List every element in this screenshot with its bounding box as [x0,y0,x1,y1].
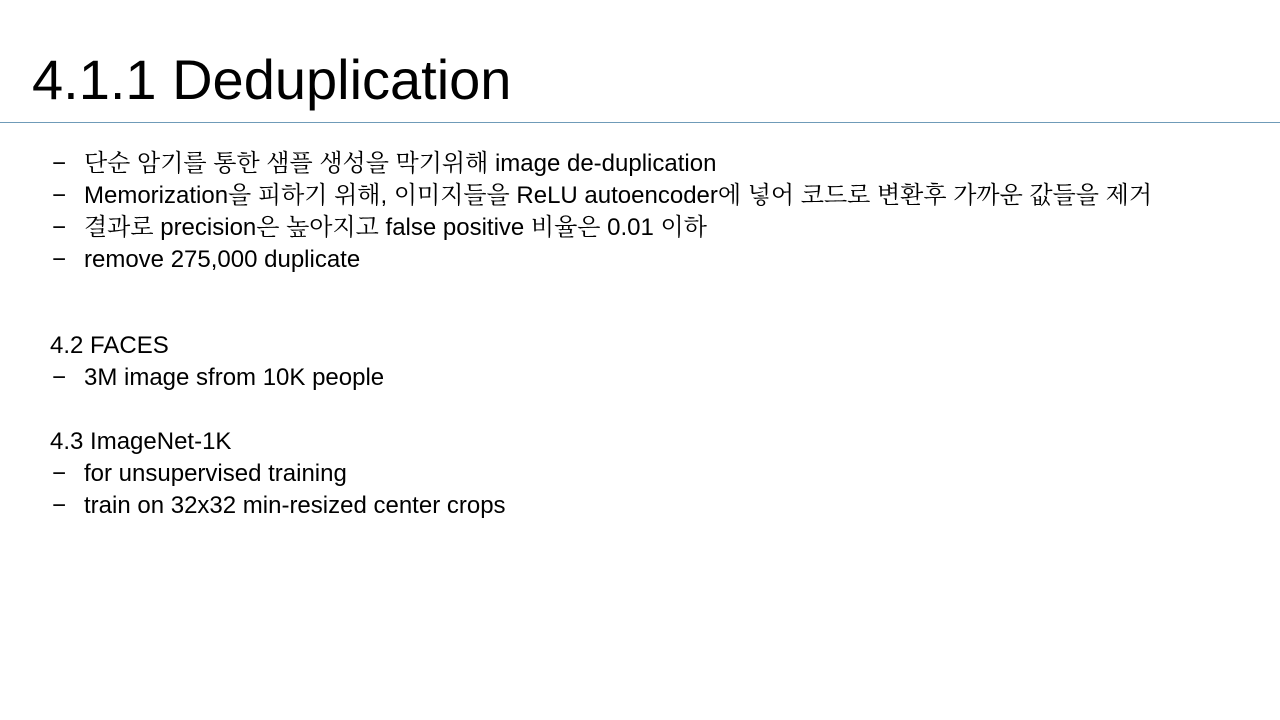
bullet-text: for unsupervised training [84,460,347,487]
dash-marker: − [52,150,67,177]
bullet-text: remove 275,000 duplicate [84,246,361,273]
slide-title: 4.1.1 Deduplication [32,48,512,111]
bullet-item [50,458,1220,490]
dash-marker: − [52,460,67,487]
dash-marker: − [52,182,67,209]
section-heading-faces: 4.2 FACES [50,332,169,359]
slide-body [50,148,1220,522]
title-divider [0,122,1280,123]
dash-marker: − [52,492,67,519]
bullet-text: 3M image sfrom 10K people [84,364,385,391]
bullet-item [50,244,1220,276]
bullet-item [50,180,1220,212]
bullet-item [50,490,1220,522]
dash-marker: − [52,214,67,241]
dash-marker: − [52,246,67,273]
dash-marker: − [52,364,67,391]
bullet-item [50,362,1220,394]
bullet-text: train on 32x32 min-resized center crops [84,492,506,519]
bullet-item [50,148,1220,180]
bullet-text: 결과로 precision은 높아지고 false positive 비율은 0.01 이하 [84,214,707,241]
section-heading-imagenet: 4.3 ImageNet-1K [50,428,232,455]
bullet-text: Memorization을 피하기 위해, 이미지들을 ReLU autoencoder에 넣어 코드로 변환후 가까운 값들을 제거 [84,182,1153,209]
bullet-item [50,212,1220,244]
bullet-text: 단순 암기를 통한 샘플 생성을 막기위해 image de-duplication [84,150,717,177]
